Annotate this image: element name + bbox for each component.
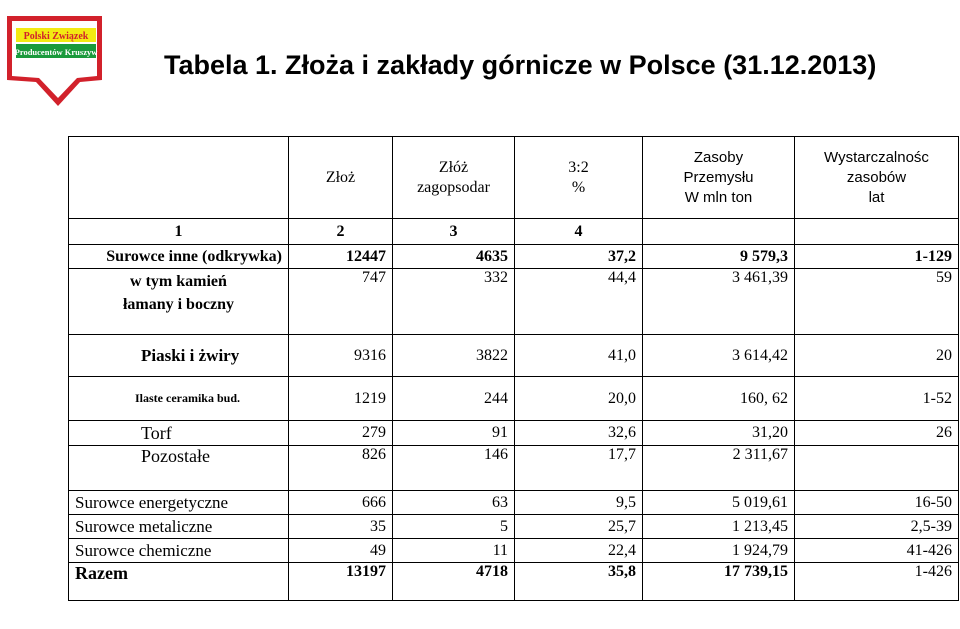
row-label: Ilaste ceramika bud. [69, 377, 289, 421]
header-ratio [515, 137, 643, 219]
table-row-ilaste [69, 377, 959, 421]
row-label: Surowce metaliczne [69, 515, 289, 539]
cell-wystarczalnosc: 1-129 [795, 245, 959, 269]
table-row-torf [69, 421, 959, 446]
cell-ratio: 17,7 [515, 446, 643, 491]
cell-zagospodar: 91 [393, 421, 515, 446]
cell-wystarczalnosc: 1-52 [795, 377, 959, 421]
cell-zasoby: 31,20 [643, 421, 795, 446]
header-col4-line2: % [571, 178, 586, 196]
table-row-chemiczne [69, 539, 959, 563]
cell-ratio: 41,0 [515, 335, 643, 377]
cell-zloz: 826 [289, 446, 393, 491]
cell-ratio: 44,4 [515, 269, 643, 335]
cell-zagospodar: 3822 [393, 335, 515, 377]
header-zloz [289, 137, 393, 219]
cell-ratio: 9,5 [515, 491, 643, 515]
cell-zloz: 35 [289, 515, 393, 539]
header-zloz-text: Złoż [325, 168, 356, 186]
row-label: Piaski i żwiry [69, 335, 289, 377]
cell-zloz: 12447 [289, 245, 393, 269]
cell-ratio: 20,0 [515, 377, 643, 421]
cell-wystarczalnosc: 20 [795, 335, 959, 377]
cell-zloz: 747 [289, 269, 393, 335]
cell-wystarczalnosc: 41-426 [795, 539, 959, 563]
cell-zloz: 1219 [289, 377, 393, 421]
table-row-metaliczne [69, 515, 959, 539]
cell-wystarczalnosc: 2,5-39 [795, 515, 959, 539]
cell-zasoby: 2 311,67 [643, 446, 795, 491]
cell-zagospodar: 146 [393, 446, 515, 491]
cell-zasoby: 3 461,39 [643, 269, 795, 335]
colnum-4: 4 [515, 219, 643, 245]
cell-zagospodar: 4635 [393, 245, 515, 269]
table-row-kamien [69, 269, 959, 335]
table-row-energetyczne [69, 491, 959, 515]
table-row-razem [69, 563, 959, 601]
cell-wystarczalnosc [795, 446, 959, 491]
header-wystarczalnosc [795, 137, 959, 219]
colnum-5 [643, 219, 795, 245]
cell-zloz: 666 [289, 491, 393, 515]
header-col3-line1: Złóż [438, 158, 469, 176]
cell-wystarczalnosc: 16-50 [795, 491, 959, 515]
header-col3-line2: zagopsodar [417, 178, 490, 196]
logo-text-line2: Producentów Kruszyw [14, 47, 98, 57]
cell-zasoby: 3 614,42 [643, 335, 795, 377]
cell-zasoby: 17 739,15 [643, 563, 795, 601]
colnum-3: 3 [393, 219, 515, 245]
header-cell-empty [69, 137, 289, 219]
cell-wystarczalnosc: 59 [795, 269, 959, 335]
row-label: Surowce energetyczne [69, 491, 289, 515]
row-label: Torf [69, 421, 289, 446]
cell-zagospodar: 11 [393, 539, 515, 563]
cell-zagospodar: 332 [393, 269, 515, 335]
cell-zagospodar: 244 [393, 377, 515, 421]
header-col4-line1: 3:2 [568, 158, 589, 176]
cell-zagospodar: 4718 [393, 563, 515, 601]
header-zasoby [643, 137, 795, 219]
cell-zasoby: 1 213,45 [643, 515, 795, 539]
cell-zasoby: 9 579,3 [643, 245, 795, 269]
row-label: Surowce inne (odkrywka) [69, 245, 289, 269]
header-col6-line1: Wystarczalnośc [824, 148, 929, 166]
page-title: Tabela 1. Złoża i zakłady górnicze w Polsce (31.12.2013) [164, 50, 877, 80]
cell-zloz: 279 [289, 421, 393, 446]
row-label-line2: łamany i boczny [122, 296, 235, 313]
cell-wystarczalnosc: 1-426 [795, 563, 959, 601]
table-row-pozostale [69, 446, 959, 491]
header-col6-line2: zasobów [846, 168, 907, 186]
logo [2, 6, 114, 110]
row-label [69, 269, 289, 335]
cell-zagospodar: 5 [393, 515, 515, 539]
column-number-row [69, 219, 959, 245]
cell-zasoby: 160, 62 [643, 377, 795, 421]
cell-zloz: 13197 [289, 563, 393, 601]
header-row [69, 137, 959, 219]
colnum-1: 1 [69, 219, 289, 245]
colnum-2: 2 [289, 219, 393, 245]
cell-ratio: 37,2 [515, 245, 643, 269]
table-row-odkrywka [69, 245, 959, 269]
cell-zagospodar: 63 [393, 491, 515, 515]
row-label: Surowce chemiczne [69, 539, 289, 563]
cell-zloz: 49 [289, 539, 393, 563]
cell-zasoby: 1 924,79 [643, 539, 795, 563]
logo-graphic [2, 6, 114, 110]
header-zloz-zagospodar [393, 137, 515, 219]
logo-text-line1: Polski Związek [23, 31, 89, 42]
cell-ratio: 35,8 [515, 563, 643, 601]
row-label: Pozostałe [69, 446, 289, 491]
table-row-piaski [69, 335, 959, 377]
cell-zloz: 9316 [289, 335, 393, 377]
header-col5-line2: Przemysłu [683, 168, 754, 186]
row-label: Razem [69, 563, 289, 601]
cell-zasoby: 5 019,61 [643, 491, 795, 515]
cell-ratio: 32,6 [515, 421, 643, 446]
header-col5-line1: Zasoby [693, 148, 744, 166]
cell-wystarczalnosc: 26 [795, 421, 959, 446]
data-table [68, 136, 959, 601]
header-col5-line3: W mln ton [684, 188, 753, 206]
cell-ratio: 22,4 [515, 539, 643, 563]
cell-ratio: 25,7 [515, 515, 643, 539]
header-col6-line3: lat [868, 188, 885, 206]
colnum-6 [795, 219, 959, 245]
row-label-line1: w tym kamień [130, 273, 227, 290]
